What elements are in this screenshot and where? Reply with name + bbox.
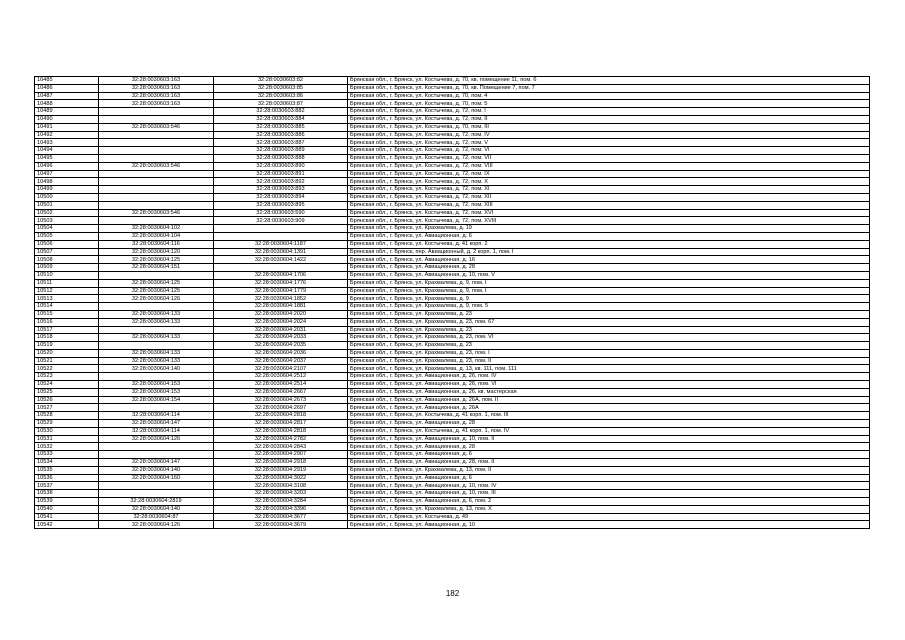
parcel-cadastral-number-cell: 32:28:0030604:151 [99,264,214,272]
parcel-cadastral-number-cell: 32:28:0030604:125 [99,287,214,295]
row-number-cell: 10492 [35,131,99,139]
address-cell: Брянская обл., г. Брянск, ул. Крахмалева, д. 23, пом. I [348,349,870,357]
object-cadastral-number-cell: 32:28:0030604:1706 [214,271,348,279]
table-row [35,193,870,201]
row-number-cell: 10530 [35,427,99,435]
object-cadastral-number-cell: 32:28:0030604:2919 [214,466,348,474]
object-cadastral-number-cell: 32:28:0030604:2818 [214,427,348,435]
table-row [35,92,870,100]
table-row [35,77,870,85]
parcel-cadastral-number-cell: 32:28:0030604:147 [99,420,214,428]
row-number-cell: 10500 [35,193,99,201]
parcel-cadastral-number-cell [99,193,214,201]
row-number-cell: 10519 [35,342,99,350]
row-number-cell: 10489 [35,108,99,116]
object-cadastral-number-cell: 32:28:0030604:2033 [214,334,348,342]
row-number-cell: 10487 [35,92,99,100]
object-cadastral-number-cell: 32:28:0030604:2020 [214,310,348,318]
parcel-cadastral-number-cell [99,490,214,498]
object-cadastral-number-cell: 32:28:0030603:87 [214,100,348,108]
object-cadastral-number-cell: 32:28:0030604:1187 [214,240,348,248]
row-number-cell: 10497 [35,170,99,178]
address-cell: Брянская обл., г. Брянск, ул. Костычева, д. 70, кв. Помещение 7, пом. 7 [348,84,870,92]
table-row [35,521,870,529]
table-row [35,295,870,303]
parcel-cadastral-number-cell [99,178,214,186]
object-cadastral-number-cell: 32:28:0030603:887 [214,139,348,147]
row-number-cell: 10524 [35,381,99,389]
object-cadastral-number-cell: 32:28:0030603:886 [214,131,348,139]
parcel-cadastral-number-cell: 32:28:0030604:140 [99,466,214,474]
parcel-cadastral-number-cell [99,131,214,139]
address-cell: Брянская обл., г. Брянск, ул. Крахмалева, д. 9 [348,295,870,303]
parcel-cadastral-number-cell: 32:28:0030604:114 [99,412,214,420]
parcel-cadastral-number-cell: 32:28:0030603:163 [99,77,214,85]
row-number-cell: 10535 [35,466,99,474]
parcel-cadastral-number-cell [99,154,214,162]
row-number-cell: 10516 [35,318,99,326]
parcel-cadastral-number-cell: 32:28:0030604:133 [99,318,214,326]
parcel-cadastral-number-cell: 32:28:0030604:120 [99,248,214,256]
register-table [34,76,870,529]
table-row [35,217,870,225]
row-number-cell: 10491 [35,123,99,131]
address-cell: Брянская обл., г. Брянск, ул. Костычева, д. 72, пом. XII [348,193,870,201]
object-cadastral-number-cell: 32:28:0030603:86 [214,92,348,100]
table-row [35,310,870,318]
table-row [35,139,870,147]
parcel-cadastral-number-cell [99,147,214,155]
object-cadastral-number-cell: 32:28:0030604:2667 [214,388,348,396]
parcel-cadastral-number-cell [99,217,214,225]
table-row [35,162,870,170]
object-cadastral-number-cell: 32:28:0030603:85 [214,84,348,92]
table-row [35,334,870,342]
address-cell: Брянская обл., г. Брянск, ул. Костычева, д. 72, пом. XI [348,186,870,194]
row-number-cell: 10540 [35,505,99,513]
address-cell: Брянская обл., г. Брянск, ул. Костычева, д. 72, пом. I [348,108,870,116]
row-number-cell: 10506 [35,240,99,248]
address-cell: Брянская обл., г. Брянск, ул. Костычева, д. 41 корп. 1, пом. III [348,412,870,420]
object-cadastral-number-cell: 32:28:0030604:1779 [214,287,348,295]
address-cell: Брянская обл., г. Брянск, ул. Костычева, д. 72, пом. V [348,139,870,147]
parcel-cadastral-number-cell: 32:28:0030604:154 [99,396,214,404]
address-cell: Брянская обл., г. Брянск, ул. Авиационная, д. 26, пом. VI [348,381,870,389]
address-cell: Брянская обл., г. Брянск, пер. Авиационный, д. 2 корп. 1, пом. I [348,248,870,256]
object-cadastral-number-cell [214,225,348,233]
object-cadastral-number-cell: 32:28:0030603:894 [214,193,348,201]
table-row [35,115,870,123]
object-cadastral-number-cell: 32:28:0030604:1881 [214,303,348,311]
address-cell: Брянская обл., г. Брянск, ул. Авиационная, д. 10, пом. III [348,490,870,498]
row-number-cell: 10510 [35,271,99,279]
object-cadastral-number-cell: 32:28:0030604:2673 [214,396,348,404]
address-cell: Брянская обл., г. Брянск, ул. Костычева, д. 72, пом. VIII [348,162,870,170]
row-number-cell: 10514 [35,303,99,311]
address-cell: Брянская обл., г. Брянск, ул. Авиационная, д. 6 [348,451,870,459]
parcel-cadastral-number-cell [99,482,214,490]
object-cadastral-number-cell: 32:28:0030603:891 [214,170,348,178]
table-row [35,404,870,412]
row-number-cell: 10531 [35,435,99,443]
object-cadastral-number-cell: 32:28:0030604:3203 [214,490,348,498]
address-cell: Брянская обл., г. Брянск, ул. Крахмалева, д. 19 [348,225,870,233]
address-cell: Брянская обл., г. Брянск, ул. Костычева, д. 41 корп. 2 [348,240,870,248]
parcel-cadastral-number-cell [99,115,214,123]
table-row [35,365,870,373]
address-cell: Брянская обл., г. Брянск, ул. Крахмалева, д. 9, пом. 5 [348,303,870,311]
object-cadastral-number-cell [214,232,348,240]
table-row [35,357,870,365]
object-cadastral-number-cell [214,264,348,272]
object-cadastral-number-cell: 32:28:0030603:888 [214,154,348,162]
object-cadastral-number-cell: 32:28:0030604:3679 [214,521,348,529]
object-cadastral-number-cell: 32:28:0030604:2817 [214,420,348,428]
table-row [35,381,870,389]
address-cell: Брянская обл., г. Брянск, ул. Авиационная, д. 10, пом. IV [348,482,870,490]
row-number-cell: 10502 [35,209,99,217]
address-cell: Брянская обл., г. Брянск, ул. Костычева, д. 72, пом. VII [348,154,870,162]
table-row [35,123,870,131]
table-row [35,396,870,404]
row-number-cell: 10529 [35,420,99,428]
parcel-cadastral-number-cell: 32:28:0030604:147 [99,459,214,467]
parcel-cadastral-number-cell: 32:28:0030603:546 [99,209,214,217]
object-cadastral-number-cell: 32:28:0030604:1391 [214,248,348,256]
table-row [35,466,870,474]
table-row [35,435,870,443]
parcel-cadastral-number-cell: 32:28:0030604:114 [99,427,214,435]
table-row [35,154,870,162]
address-cell: Брянская обл., г. Брянск, ул. Крахмалева, д. 23 [348,342,870,350]
row-number-cell: 10508 [35,256,99,264]
parcel-cadastral-number-cell [99,342,214,350]
table-row [35,201,870,209]
address-cell: Брянская обл., г. Брянск, ул. Крахмалева, д. 13, пом. II [348,466,870,474]
parcel-cadastral-number-cell [99,326,214,334]
object-cadastral-number-cell: 32:28:0030604:2037 [214,357,348,365]
object-cadastral-number-cell: 32:28:0030604:3108 [214,482,348,490]
row-number-cell: 10517 [35,326,99,334]
table-row [35,474,870,482]
object-cadastral-number-cell: 32:28:0030604:3284 [214,498,348,506]
address-cell: Брянская обл., г. Брянск, ул. Авиационная, д. 26А, пом. II [348,396,870,404]
table-row [35,170,870,178]
table-row [35,451,870,459]
table-row [35,248,870,256]
address-cell: Брянская обл., г. Брянск, ул. Авиационная, д. 28 [348,443,870,451]
object-cadastral-number-cell: 32:28:0030603:890 [214,162,348,170]
parcel-cadastral-number-cell: 32:28:0030603:546 [99,123,214,131]
row-number-cell: 10522 [35,365,99,373]
table-row [35,186,870,194]
object-cadastral-number-cell: 32:28:0030603:884 [214,115,348,123]
row-number-cell: 10513 [35,295,99,303]
row-number-cell: 10515 [35,310,99,318]
address-cell: Брянская обл., г. Брянск, ул. Костычева, д. 70, пом. 5 [348,100,870,108]
row-number-cell: 10490 [35,115,99,123]
table-row [35,412,870,420]
table-row [35,279,870,287]
address-cell: Брянская обл., г. Брянск, ул. Костычева, д. 70, кв. помещение 11, пом. 6 [348,77,870,85]
address-cell: Брянская обл., г. Брянск, ул. Авиационная, д. 26А [348,404,870,412]
parcel-cadastral-number-cell: 32:28:0030603:163 [99,92,214,100]
address-cell: Брянская обл., г. Брянск, ул. Авиационная, д. 10 [348,521,870,529]
address-cell: Брянская обл., г. Брянск, ул. Костычева, д. 49 [348,513,870,521]
parcel-cadastral-number-cell [99,373,214,381]
row-number-cell: 10527 [35,404,99,412]
parcel-cadastral-number-cell: 32:28:0030604:102 [99,225,214,233]
address-cell: Брянская обл., г. Брянск, ул. Костычева, д. 72, пом. XIII [348,201,870,209]
address-cell: Брянская обл., г. Брянск, ул. Крахмалева, д. 13, кв. 111, пом. 111 [348,365,870,373]
parcel-cadastral-number-cell: 32:28:0030604:133 [99,357,214,365]
object-cadastral-number-cell: 32:28:0030604:2514 [214,381,348,389]
row-number-cell: 10532 [35,443,99,451]
parcel-cadastral-number-cell: 32:28:0030604:140 [99,505,214,513]
register-table-body [35,77,870,529]
object-cadastral-number-cell: 32:28:0030603:590 [214,209,348,217]
object-cadastral-number-cell: 32:28:0030603:892 [214,178,348,186]
table-row [35,373,870,381]
parcel-cadastral-number-cell: 32:28:0030604:126 [99,435,214,443]
address-cell: Брянская обл., г. Брянск, ул. Крахмалева, д. 13, пом. X [348,505,870,513]
object-cadastral-number-cell: 32:28:0030604:2818 [214,412,348,420]
table-row [35,209,870,217]
parcel-cadastral-number-cell [99,443,214,451]
row-number-cell: 10507 [35,248,99,256]
parcel-cadastral-number-cell: 32:28:0030604:126 [99,295,214,303]
object-cadastral-number-cell: 32:28:0030604:2024 [214,318,348,326]
table-row [35,420,870,428]
row-number-cell: 10536 [35,474,99,482]
table-row [35,271,870,279]
table-row [35,443,870,451]
row-number-cell: 10496 [35,162,99,170]
address-cell: Брянская обл., г. Брянск, ул. Авиационная, д. 10, пом. II [348,435,870,443]
table-row [35,303,870,311]
address-cell: Брянская обл., г. Брянск, ул. Крахмалева, д. 23 [348,310,870,318]
object-cadastral-number-cell: 32:28:0030603:893 [214,186,348,194]
parcel-cadastral-number-cell [99,271,214,279]
address-cell: Брянская обл., г. Брянск, ул. Крахмалева, д. 23, пом. 67 [348,318,870,326]
address-cell: Брянская обл., г. Брянск, ул. Авиационная, д. 28, пом. II [348,459,870,467]
parcel-cadastral-number-cell: 32:28:0030604:104 [99,232,214,240]
row-number-cell: 10533 [35,451,99,459]
object-cadastral-number-cell: 32:28:0030604:2907 [214,451,348,459]
object-cadastral-number-cell: 32:28:0030604:1852 [214,295,348,303]
table-row [35,178,870,186]
address-cell: Брянская обл., г. Брянск, ул. Крахмалева, д. 23 [348,326,870,334]
address-cell: Брянская обл., г. Брянск, ул. Костычева, д. 72, пом. IV [348,131,870,139]
address-cell: Брянская обл., г. Брянск, ул. Крахмалева, д. 23, пом. II [348,357,870,365]
object-cadastral-number-cell: 32:28:0030603:909 [214,217,348,225]
row-number-cell: 10518 [35,334,99,342]
parcel-cadastral-number-cell: 32:28:0030604:140 [99,365,214,373]
table-row [35,100,870,108]
row-number-cell: 10534 [35,459,99,467]
table-row [35,147,870,155]
parcel-cadastral-number-cell: 32:28:0030604:133 [99,310,214,318]
object-cadastral-number-cell: 32:28:0030604:2782 [214,435,348,443]
address-cell: Брянская обл., г. Брянск, ул. Авиационная, д. 10, пом. V [348,271,870,279]
table-row [35,498,870,506]
object-cadastral-number-cell: 32:28:0030603:882 [214,108,348,116]
parcel-cadastral-number-cell: 32:28:0030604:125 [99,256,214,264]
address-cell: Брянская обл., г. Брянск, ул. Костычева, д. 72, пом. VI [348,147,870,155]
table-row [35,131,870,139]
parcel-cadastral-number-cell: 32:28:0030604:153 [99,388,214,396]
parcel-cadastral-number-cell [99,108,214,116]
address-cell: Брянская обл., г. Брянск, ул. Костычева, д. 72, пом. XVI [348,209,870,217]
table-row [35,287,870,295]
parcel-cadastral-number-cell [99,303,214,311]
object-cadastral-number-cell: 32:28:0030604:2918 [214,459,348,467]
row-number-cell: 10511 [35,279,99,287]
table-row [35,108,870,116]
table-row [35,388,870,396]
address-cell: Брянская обл., г. Брянск, ул. Авиационная, д. 26, кв. мастерская [348,388,870,396]
row-number-cell: 10509 [35,264,99,272]
address-cell: Брянская обл., г. Брянск, ул. Авиационная, д. 26, пом. IV [348,373,870,381]
object-cadastral-number-cell: 32:28:0030604:2031 [214,326,348,334]
table-row [35,318,870,326]
row-number-cell: 10494 [35,147,99,155]
object-cadastral-number-cell: 32:28:0030604:3677 [214,513,348,521]
page-number: 182 [445,589,460,598]
address-cell: Брянская обл., г. Брянск, ул. Авиационная, д. 16 [348,256,870,264]
table-row [35,225,870,233]
row-number-cell: 10501 [35,201,99,209]
parcel-cadastral-number-cell: 32:28:0030603:163 [99,84,214,92]
address-cell: Брянская обл., г. Брянск, ул. Авиационная, д. 28 [348,420,870,428]
parcel-cadastral-number-cell: 32:28:0030604:2819 [99,498,214,506]
parcel-cadastral-number-cell [99,451,214,459]
parcel-cadastral-number-cell: 32:28:0030604:126 [99,521,214,529]
object-cadastral-number-cell: 32:28:0030604:2697 [214,404,348,412]
parcel-cadastral-number-cell: 32:28:0030604:116 [99,240,214,248]
parcel-cadastral-number-cell: 32:28:0030604:160 [99,474,214,482]
parcel-cadastral-number-cell [99,201,214,209]
row-number-cell: 10537 [35,482,99,490]
parcel-cadastral-number-cell: 32:28:0030603:163 [99,100,214,108]
table-row [35,264,870,272]
row-number-cell: 10539 [35,498,99,506]
object-cadastral-number-cell: 32:28:0030604:1422 [214,256,348,264]
parcel-cadastral-number-cell [99,170,214,178]
row-number-cell: 10541 [35,513,99,521]
row-number-cell: 10512 [35,287,99,295]
table-row [35,505,870,513]
address-cell: Брянская обл., г. Брянск, ул. Костычева, д. 72, пом. II [348,115,870,123]
row-number-cell: 10525 [35,388,99,396]
address-cell: Брянская обл., г. Брянск, ул. Авиационная, д. 6, пом. 2 [348,498,870,506]
parcel-cadastral-number-cell [99,139,214,147]
table-row [35,232,870,240]
object-cadastral-number-cell: 32:28:0030603:82 [214,77,348,85]
row-number-cell: 10523 [35,373,99,381]
address-cell: Брянская обл., г. Брянск, ул. Авиационная, д. 6 [348,474,870,482]
row-number-cell: 10503 [35,217,99,225]
row-number-cell: 10504 [35,225,99,233]
parcel-cadastral-number-cell: 32:28:0030603:546 [99,162,214,170]
object-cadastral-number-cell: 32:28:0030603:889 [214,147,348,155]
object-cadastral-number-cell: 32:28:0030604:2512 [214,373,348,381]
row-number-cell: 10526 [35,396,99,404]
table-row [35,459,870,467]
parcel-cadastral-number-cell: 32:28:0030604:125 [99,279,214,287]
row-number-cell: 10486 [35,84,99,92]
table-row [35,342,870,350]
row-number-cell: 10521 [35,357,99,365]
table-row [35,326,870,334]
table-row [35,349,870,357]
object-cadastral-number-cell: 32:28:0030604:2036 [214,349,348,357]
address-cell: Брянская обл., г. Брянск, ул. Костычева, д. 41 корп. 1, пом. IV [348,427,870,435]
address-cell: Брянская обл., г. Брянск, ул. Крахмалева, д. 9, пом. I [348,279,870,287]
address-cell: Брянская обл., г. Брянск, ул. Костычева, д. 72, пом. XVIII [348,217,870,225]
table-row [35,490,870,498]
row-number-cell: 10499 [35,186,99,194]
row-number-cell: 10485 [35,77,99,85]
object-cadastral-number-cell: 32:28:0030603:895 [214,201,348,209]
object-cadastral-number-cell: 32:28:0030603:885 [214,123,348,131]
object-cadastral-number-cell: 32:28:0030604:3396 [214,505,348,513]
table-row [35,482,870,490]
address-cell: Брянская обл., г. Брянск, ул. Костычева, д. 70, пом. 4 [348,92,870,100]
row-number-cell: 10505 [35,232,99,240]
address-cell: Брянская обл., г. Брянск, ул. Крахмалева, д. 23, пом. VI [348,334,870,342]
object-cadastral-number-cell: 32:28:0030604:2107 [214,365,348,373]
address-cell: Брянская обл., г. Брянск, ул. Костычева, д. 72, пом. X [348,178,870,186]
row-number-cell: 10493 [35,139,99,147]
table-row [35,513,870,521]
parcel-cadastral-number-cell: 32:28:0030604:153 [99,381,214,389]
object-cadastral-number-cell: 32:28:0030604:2843 [214,443,348,451]
table-row [35,240,870,248]
row-number-cell: 10528 [35,412,99,420]
parcel-cadastral-number-cell [99,404,214,412]
parcel-cadastral-number-cell [99,186,214,194]
table-row [35,84,870,92]
parcel-cadastral-number-cell: 32:28:0030604:133 [99,334,214,342]
object-cadastral-number-cell: 32:28:0030604:3022 [214,474,348,482]
row-number-cell: 10538 [35,490,99,498]
address-cell: Брянская обл., г. Брянск, ул. Крахмалева, д. 9, пом. I [348,287,870,295]
object-cadastral-number-cell: 32:28:0030604:2035 [214,342,348,350]
parcel-cadastral-number-cell: 32:28:0030604:87 [99,513,214,521]
object-cadastral-number-cell: 32:28:0030604:1776 [214,279,348,287]
address-cell: Брянская обл., г. Брянск, ул. Авиационная, д. 6 [348,232,870,240]
address-cell: Брянская обл., г. Брянск, ул. Костычева, д. 72, пом. IX [348,170,870,178]
table-row [35,256,870,264]
parcel-cadastral-number-cell: 32:28:0030604:133 [99,349,214,357]
row-number-cell: 10520 [35,349,99,357]
row-number-cell: 10488 [35,100,99,108]
row-number-cell: 10495 [35,154,99,162]
address-cell: Брянская обл., г. Брянск, ул. Костычева, д. 70, пом. III [348,123,870,131]
row-number-cell: 10542 [35,521,99,529]
table-row [35,427,870,435]
row-number-cell: 10498 [35,178,99,186]
address-cell: Брянская обл., г. Брянск, ул. Авиационная, д. 28 [348,264,870,272]
